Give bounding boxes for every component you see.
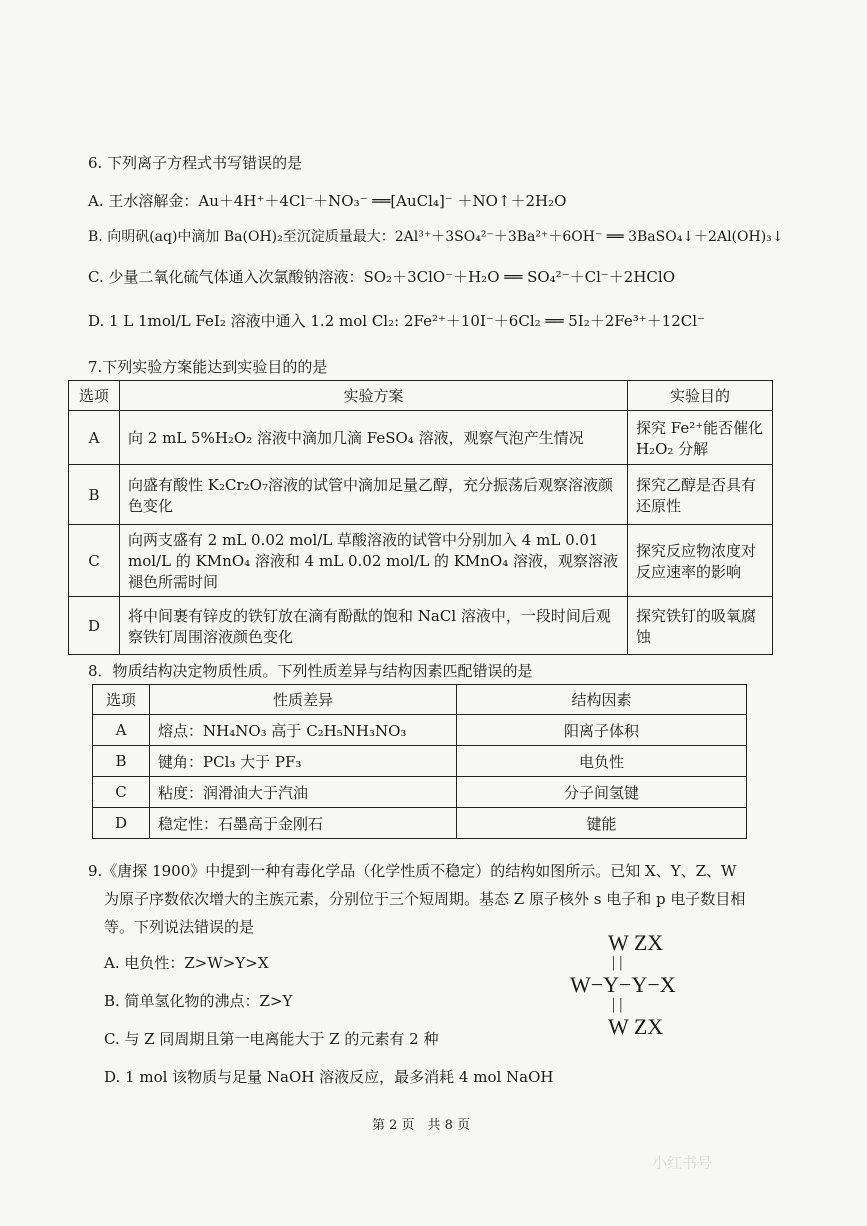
structure-middle: W−Y−Y−X [570, 972, 676, 997]
table-row: B 向盛有酸性 K₂Cr₂O₇溶液的试管中滴加足量乙醇，充分振荡后观察溶液颜色变化 探究乙醇是否具有还原性 [69, 465, 773, 525]
q8-table: 选项 性质差异 结构因素 A 熔点：NH₄NO₃ 高于 C₂H₅NH₃NO₃ 阳离子体积 B 键角：PCl₃ 大于 PF₃ 电负性 C 粘度：润滑油大于汽油 分子间氢键 D 稳定性：石墨高于金刚石 键能 [92, 684, 747, 839]
q9-option-a: A. 电负性：Z>W>Y>X [104, 954, 269, 972]
q6-option-b: B. 向明矾(aq)中滴加 Ba(OH)₂至沉淀质量最大：2Al³⁺＋3SO₄²⁻＋3Ba²⁺＋6OH⁻ ══ 3BaSO₄↓＋2Al(OH)₃↓ [88, 229, 784, 245]
q7-stem: 7.下列实验方案能达到实验目的的是 [88, 358, 328, 376]
q8-stem: 8．物质结构决定物质性质。下列性质差异与结构因素匹配错误的是 [88, 662, 533, 680]
structure-bottom: W ZX [608, 1014, 664, 1039]
q9-stem-line3: 等。下列说法错误的是 [104, 918, 255, 936]
table-row: C 粘度：润滑油大于汽油 分子间氢键 [93, 777, 747, 808]
structure-bond-upper: | | [612, 954, 623, 971]
q6-option-c: C. 少量二氧化硫气体通入次氯酸钠溶液：SO₂＋3ClO⁻＋H₂O ══ SO₄²⁻＋Cl⁻＋2HClO [88, 268, 675, 286]
q9-option-c: C. 与 Z 同周期且第一电离能大于 Z 的元素有 2 种 [104, 1030, 439, 1048]
structure-bond-lower: | | [612, 996, 623, 1013]
q9-stem-line1: 9.《唐探 1900》中提到一种有毒化学品（化学性质不稳定）的结构如图所示。已知 X、Y、Z、W [88, 862, 737, 880]
q7-header-plan: 实验方案 [120, 381, 628, 411]
q7-table [68, 380, 773, 655]
structure-top: W ZX [608, 930, 664, 955]
table-row: D 稳定性：石墨高于金刚石 键能 [93, 808, 747, 839]
table-row: B 键角：PCl₃ 大于 PF₃ 电负性 [93, 746, 747, 777]
table-row: A 熔点：NH₄NO₃ 高于 C₂H₅NH₃NO₃ 阳离子体积 [93, 715, 747, 746]
q7-header-goal: 实验目的 [628, 381, 773, 411]
q7-header-option: 选项 [69, 381, 120, 411]
molecule-structure [560, 930, 720, 1040]
q9-stem-line2: 为原子序数依次增大的主族元素，分别位于三个短周期。基态 Z 原子核外 s 电子和 p 电子数目相 [104, 890, 746, 908]
table-row: C 向两支盛有 2 mL 0.02 mol/L 草酸溶液的试管中分别加入 4 mL 0.01 mol/L 的 KMnO₄ 溶液和 4 mL 0.02 mol/L 的 KMnO₄ 溶液，观察溶液褪色所需时间 探究反应物浓度对反应速率的影响 [69, 525, 773, 597]
table-row: A 向 2 mL 5%H₂O₂ 溶液中滴加几滴 FeSO₄ 溶液，观察气泡产生情况 探究 Fe²⁺能否催化 H₂O₂ 分解 [69, 411, 773, 465]
q6-option-a: A. 王水溶解金：Au＋4H⁺＋4Cl⁻＋NO₃⁻ ══[AuCl₄]⁻ ＋NO↑＋2H₂O [88, 192, 567, 210]
q9-option-b: B. 简单氢化物的沸点：Z>Y [104, 992, 293, 1010]
q6-stem: 6. 下列离子方程式书写错误的是 [88, 154, 303, 172]
q6-option-d: D. 1 L 1mol/L FeI₂ 溶液中通入 1.2 mol Cl₂: 2Fe²⁺＋10I⁻＋6Cl₂ ══ 5I₂＋2Fe³⁺＋12Cl⁻ [88, 312, 705, 330]
watermark: 小红书号 [652, 1155, 713, 1172]
page-footer: 第 2 页 共 8 页 [372, 1118, 471, 1133]
table-row: D 将中间裹有锌皮的铁钉放在滴有酚酞的饱和 NaCl 溶液中，一段时间后观察铁钉周围溶液颜色变化 探究铁钉的吸氧腐蚀 [69, 597, 773, 655]
q9-option-d: D. 1 mol 该物质与足量 NaOH 溶液反应，最多消耗 4 mol NaOH [104, 1068, 554, 1086]
